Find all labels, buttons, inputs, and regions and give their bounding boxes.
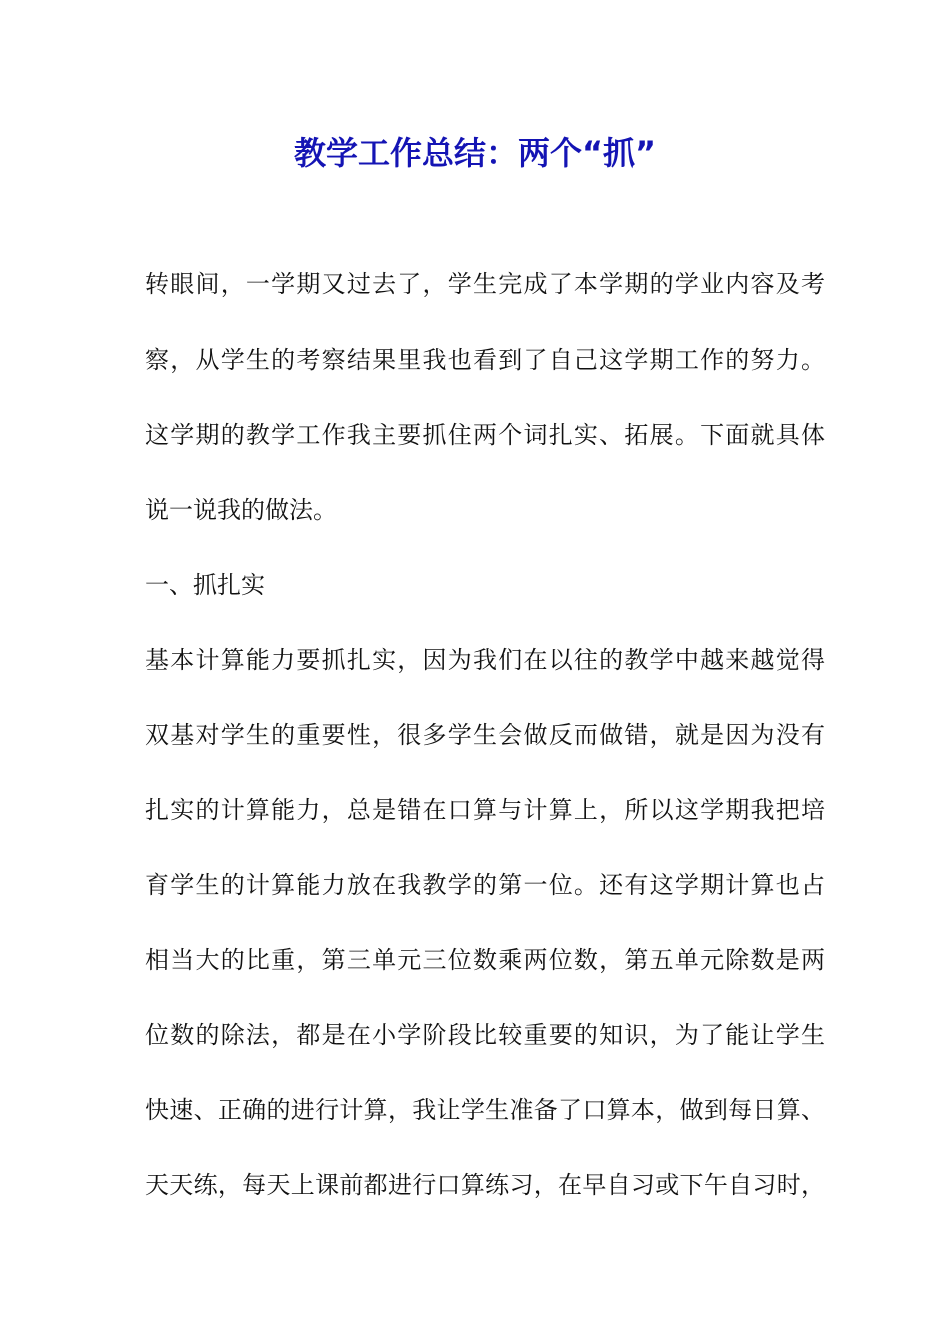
paragraph-line-13: 天天练，每天上课前都进行口算练习，在早自习或下午自习时， [145,1171,825,1199]
section-heading: 一、抓扎实 [145,571,265,599]
paragraph-line-4: 说一说我的做法。 [145,496,337,524]
paragraph-line-6: 基本计算能力要抓扎实，因为我们在以往的教学中越来越觉得 [145,646,825,674]
paragraph-line-8: 扎实的计算能力，总是错在口算与计算上，所以这学期我把培 [145,796,825,824]
paragraph-line-2: 察，从学生的考察结果里我也看到了自己这学期工作的努力。 [145,346,825,374]
paragraph-line-3: 这学期的教学工作我主要抓住两个词扎实、拓展。下面就具体 [145,421,825,449]
paragraph-line-9: 育学生的计算能力放在我教学的第一位。还有这学期计算也占 [145,871,825,899]
paragraph-line-12: 快速、正确的进行计算，我让学生准备了口算本，做到每日算、 [145,1096,825,1124]
document-title: 教学工作总结：两个“抓” [293,134,657,172]
paragraph-line-10: 相当大的比重，第三单元三位数乘两位数，第五单元除数是两 [145,946,825,974]
paragraph-line-1: 转眼间，一学期又过去了，学生完成了本学期的学业内容及考 [145,270,825,298]
paragraph-line-11: 位数的除法，都是在小学阶段比较重要的知识，为了能让学生 [145,1021,825,1049]
paragraph-line-7: 双基对学生的重要性，很多学生会做反而做错，就是因为没有 [145,721,825,749]
